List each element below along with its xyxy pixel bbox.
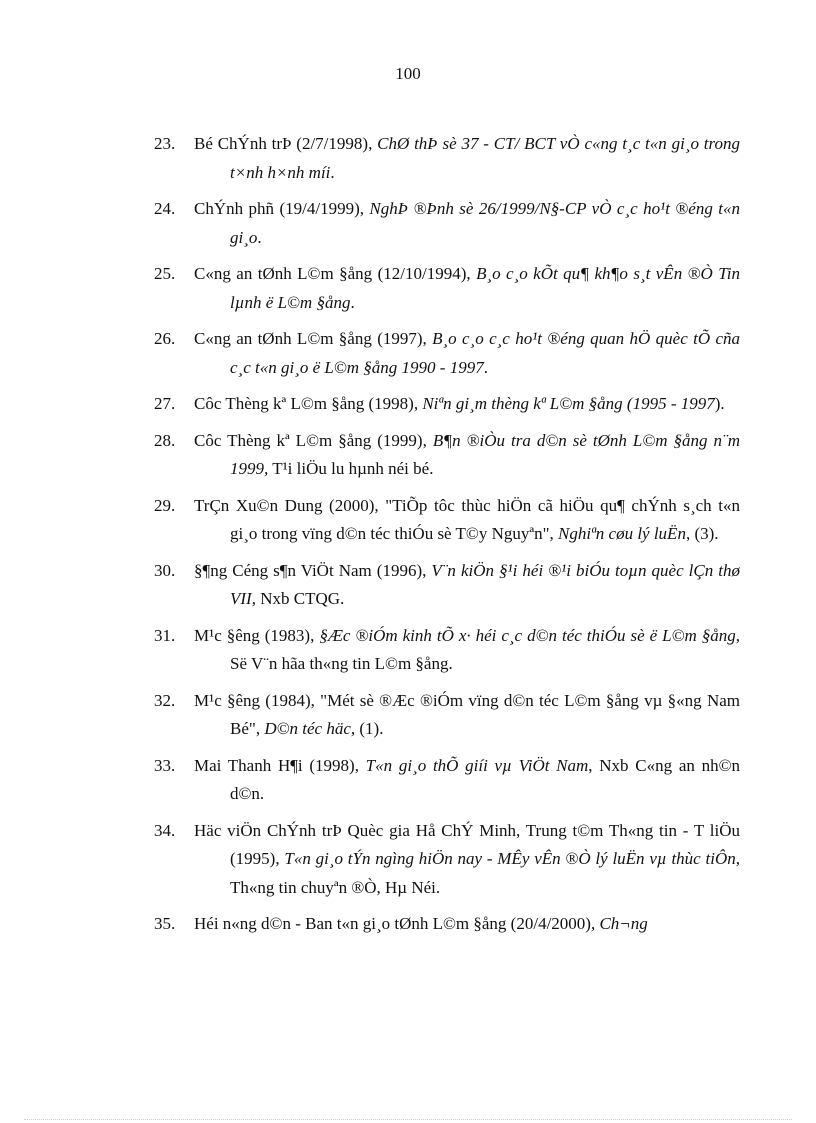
reference-title: D©n téc häc [264, 719, 351, 738]
reference-author-date: Côc Thèng kª L©m §ång (1999), [194, 430, 433, 450]
reference-item [154, 910, 740, 939]
reference-number: 27. [154, 394, 176, 413]
reference-author-date: Mai Thanh H¶i (1998), [194, 755, 366, 775]
reference-details: . [350, 292, 355, 312]
reference-title: B¸o c¸o c¸c ho¹t ®éng quan hÖ quèc tÕ cña c¸c t«n gi¸o ë L©m §ång 1990 - 1997 [230, 329, 740, 377]
reference-author-date: Héi n«ng d©n - Ban t«n gi¸o tØnh L©m §ång (20/4/2000), [194, 914, 600, 933]
reference-title: T«n gi¸o tÝn ngìng hiÖn nay - MÊy vÊn ®Ò lý luËn vµ thùc tiÔn [284, 849, 736, 868]
reference-details: , (3). [685, 524, 719, 543]
reference-number: 34. [154, 820, 176, 840]
reference-title: §Æc ®iÓm kinh tÕ x· héi c¸c d©n téc thiÓu sè ë L©m §ång [319, 625, 736, 645]
reference-details: , Së V¨n hãa th«ng tin L©m §ång. [230, 625, 740, 673]
reference-list [154, 130, 740, 947]
reference-item [154, 492, 740, 549]
reference-title: T«n gi¸o thÕ giíi vµ ViÖt Nam [365, 755, 589, 775]
reference-details: , Nxb CTQG. [251, 589, 345, 608]
reference-details: , Th«ng tin chuyªn ®Ò, Hµ Néi. [230, 849, 740, 897]
reference-author-date: M¹c §êng (1983), [194, 625, 320, 645]
reference-number: 25. [154, 264, 176, 283]
reference-author-date: TrÇn Xu©n Dung (2000), "TiÕp tôc thùc hiÖn cã hiÖu qu¶ chÝnh s¸ch t«n gi¸o trong vïng d©n téc thiÓu sè T©y Nguyªn", [194, 495, 740, 543]
reference-title: V¨n kiÖn §¹i héi ®¹i biÓu toµn quèc lÇn thø VII [230, 560, 740, 608]
reference-title: Ch¬ng [599, 914, 648, 933]
reference-item [154, 687, 740, 744]
reference-number: 30. [154, 560, 176, 580]
reference-details: T¹i liÖu lu hµnh néi bé. [268, 459, 434, 478]
reference-author-date: ChÝnh phñ (19/4/1999), [194, 199, 370, 218]
reference-item [154, 130, 740, 187]
reference-number: 28. [154, 430, 176, 450]
reference-number: 33. [154, 755, 176, 775]
reference-item [154, 325, 740, 382]
reference-item [154, 752, 740, 809]
reference-title: B¶n ®iÒu tra d©n sè tØnh L©m §ång n¨m 1999, [230, 430, 740, 478]
reference-author-date: §¶ng Céng s¶n ViÖt Nam (1996), [194, 560, 432, 580]
reference-author-date: Côc Thèng kª L©m §ång (1998), [194, 394, 423, 413]
reference-number: 35. [154, 914, 176, 933]
reference-title: Nghiªn cøu lý luËn [558, 524, 686, 543]
reference-author-date: C«ng an tØnh L©m §ång (12/10/1994), [194, 264, 477, 283]
reference-details: , (1). [350, 719, 384, 738]
reference-details: . [257, 227, 262, 247]
reference-item [154, 557, 740, 614]
reference-title: Niªn gi¸m thèng kª L©m §ång (1995 - 1997 [422, 394, 715, 413]
page-bottom-rule [24, 1119, 792, 1120]
reference-number: 24. [154, 199, 176, 218]
reference-number: 23. [154, 134, 176, 153]
reference-number: 29. [154, 495, 176, 515]
reference-item [154, 390, 740, 419]
reference-number: 26. [154, 329, 176, 348]
reference-details: , Nxb C«ng an nh©n d©n. [230, 755, 740, 803]
reference-author-date: C«ng an tØnh L©m §ång (1997), [194, 329, 433, 348]
reference-details: . [330, 162, 335, 182]
reference-item [154, 817, 740, 903]
reference-title: ChØ thÞ sè 37 - CT/ BCT vÒ c«ng t¸c t«n gi¸o trong t×nh h×nh míi [230, 134, 741, 182]
reference-item [154, 622, 740, 679]
reference-details: ). [714, 394, 725, 413]
reference-item [154, 195, 740, 252]
reference-author-date: M¹c §êng (1984), "Mét sè ®Æc ®iÓm vïng d©n téc L©m §ång vµ §«ng Nam Bé", [194, 690, 740, 738]
reference-title: B¸o c¸o kÕt qu¶ kh¶o s¸t vÊn ®Ò Tin lµnh ë L©m §ång [230, 264, 740, 312]
page-number: 100 [395, 64, 421, 83]
reference-item [154, 427, 740, 484]
reference-number: 32. [154, 690, 176, 710]
reference-author-date: Bé ChÝnh trÞ (2/7/1998), [194, 134, 378, 153]
reference-item [154, 260, 740, 317]
reference-number: 31. [154, 625, 176, 645]
reference-details: . [483, 357, 488, 377]
reference-author-date: Häc viÖn ChÝnh trÞ Quèc gia Hå ChÝ Minh, Trung t©m Th«ng tin - T liÖu (1995), [194, 820, 740, 868]
reference-title: NghÞ ®Þnh sè 26/1999/N§-CP vÒ c¸c ho¹t ®éng t«n gi¸o [230, 199, 740, 247]
